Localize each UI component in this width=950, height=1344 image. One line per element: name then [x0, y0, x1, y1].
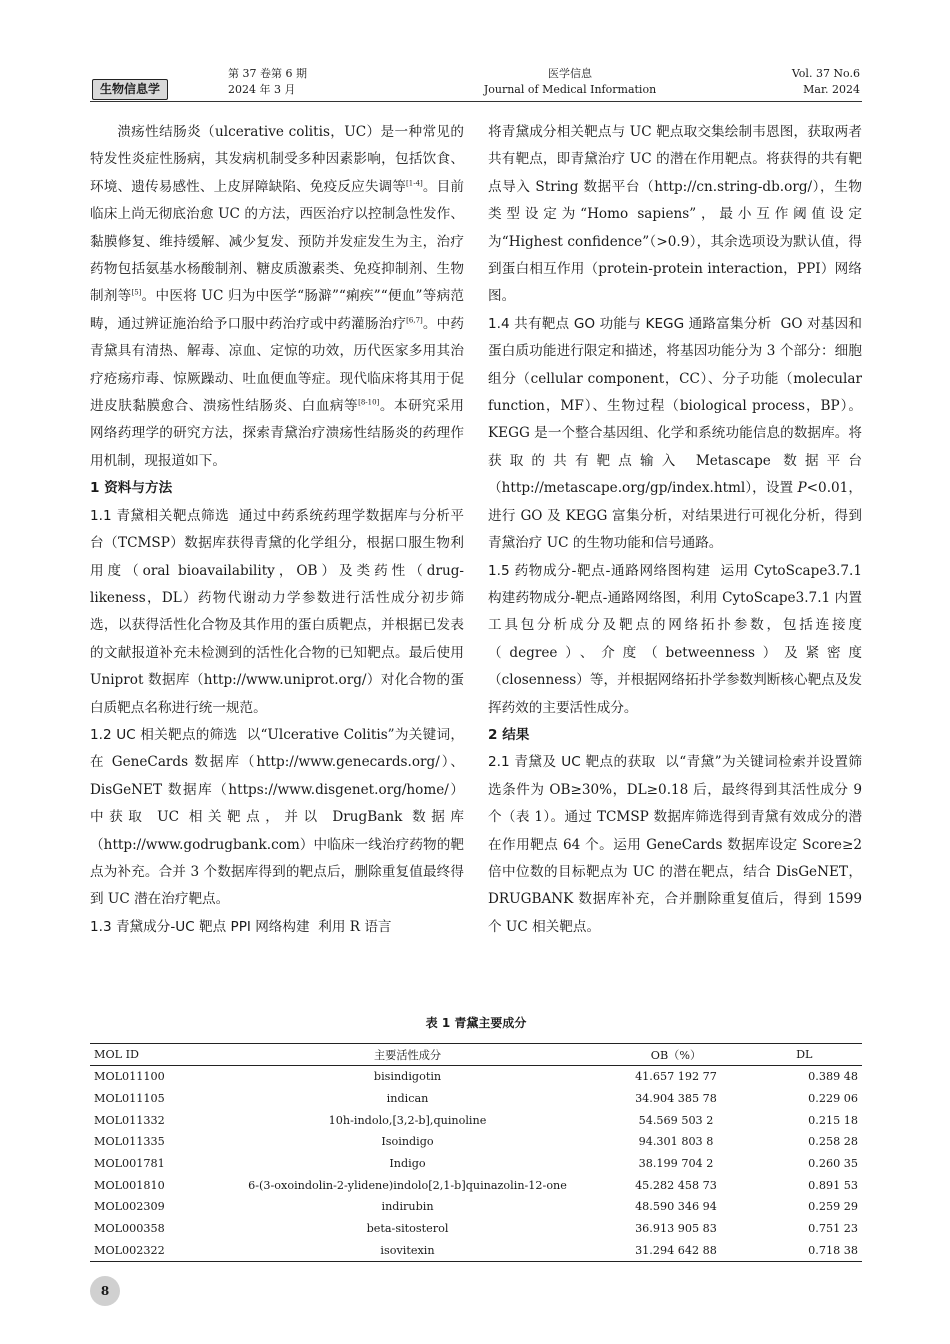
date-en: Mar. 2024	[803, 83, 860, 96]
subsection-heading: 1.2 UC 相关靶点的筛选	[90, 726, 238, 743]
table-row: MOL002309 indirubin 48.590 346 94 0.259 29	[94, 1200, 858, 1214]
subsection-heading: 1.5 药物成分-靶点-通路网络图构建	[488, 562, 711, 579]
page-number: 8	[90, 1276, 120, 1306]
journal-title-en: Journal of Medical Information	[483, 83, 657, 96]
subsection-1-3-continued: 将青黛成分相关靶点与 UC 靶点取交集绘制韦恩图，获取两者共有靶点，即青黛治疗 UC 的潜在作用靶点。将获得的共有靶点导入 String 数据平台（http://cn.string-db.org/），生物类型设定为“Homo sapiens”，最小互作阈值设定为“Highest confidence”（>0.9），其余选项设为默认值，得到蛋白相互作用（protein-protein interaction，PPI）网络图。	[488, 124, 862, 305]
table-row: MOL002322 isovitexin 31.294 642 88 0.718 38	[90, 1240, 862, 1262]
citation: [6,7]	[406, 316, 423, 325]
header-rule	[90, 101, 862, 102]
table-row: MOL001810 6-(3-oxoindolin-2-ylidene)indolo[2,1-b]quinazolin-12-one 45.282 458 73 0.891 53	[94, 1178, 858, 1192]
citation: [5]	[131, 288, 142, 297]
table-row: MOL011105 indican 34.904 385 78 0.229 06	[94, 1092, 858, 1106]
running-header	[90, 64, 862, 106]
subsection-1-3: 1.3 青黛成分-UC 靶点 PPI 网络构建 利用 R 语言	[90, 918, 392, 935]
table-header-cell: MOL ID	[94, 1048, 140, 1061]
issue-cn: 第 37 卷第 6 期	[228, 67, 307, 80]
table-row: MOL000358 beta-sitosterol 36.913 905 83 0.751 23	[94, 1222, 858, 1236]
table-header-cell: DL	[796, 1048, 813, 1061]
intro-paragraph: 溃疡性结肠炎（ulcerative colitis，UC）是一种常见的特发性炎症性肠病，其发病机制受多种因素影响，包括饮食、环境、遗传易感性、上皮屏障缺陷、免疫反应失调等[1-4]。目前临床上尚无彻底治愈 UC 的方法，西医治疗以控制急性发作、黏膜修复、维持缓解、减少复发、预防并发症发生为主，治疗药物包括氨基水杨酸制剂、糖皮质激素类、免疫抑制剂、生物制剂等[5]。中医将 UC 归为中医学“肠澼”“痢疾”“便血”等病范畴，通过辨证施治给予口服中药治疗或中药灌肠治疗[6,7]。中药青黛具有清热、解毒、凉血、定惊的功效，历代医家多用其治疗疮疡疖毒、惊厥躁动、吐血便血等症。现代临床将其用于促进皮肤黏膜愈合、溃疡性结肠炎、白血病等[8-10]。本研究采用网络药理学的研究方法，探索青黛治疗溃疡性结肠炎的药理作用机制，现报道如下。	[90, 124, 465, 469]
subsection-1-4: 1.4 共有靶点 GO 功能与 KEGG 通路富集分析 GO 对基因和蛋白质功能进行限定和描述，将基因功能分为 3 个部分：细胞组分（cellular component，CC）、分子功能（molecular function，MF）、生物过程（biological process，BP）。KEGG 是一个整合基因组、化学和系统功能信息的数据库。将获取的共有靶点输入 Metascape 数据平台（http://metascape.org/gp/index.html），设置 P<0.01，进行 GO 及 KEGG 富集分析，对结果进行可视化分析，得到青黛治疗 UC 的生物功能和信号通路。	[488, 315, 862, 552]
subsection-heading: 1.1 青黛相关靶点筛选	[90, 507, 230, 524]
citation: [1-4]	[406, 179, 423, 188]
subsection-1-2: 1.2 UC 相关靶点的筛选 以“Ulcerative Colitis”为关键词，在 GeneCards 数据库（http://www.genecards.org/）、DisGeNET 数据库（https://www.disgenet.org/home/）中获取 UC 相关靶点，并以 DrugBank 数据库（http://www.godrugbank.com）中临床一线治疗药物的靶点为补充。合并 3 个数据库得到的靶点后，删除重复值最终得到 UC 潜在治疗靶点。	[90, 726, 464, 908]
table-title: 表 1 青黛主要成分	[425, 1016, 527, 1030]
subsection-heading: 1.3 青黛成分-UC 靶点 PPI 网络构建	[90, 918, 310, 935]
subsection-heading: 1.4 共有靶点 GO 功能与 KEGG 通路富集分析	[488, 315, 772, 332]
subsection-2-1: 2.1 青黛及 UC 靶点的获取 以“青黛”为关键词检索并设置筛选条件为 OB≥30%，DL≥0.18 后，最终得到其活性成分 9 个（表 1）。通过 TCMSP 数据库筛选得到青黛有效成分的潜在作用靶点 64 个。运用 GeneCards 数据库设定 Score≥2 倍中位数的目标靶点为 UC 的潜在靶点，结合 DisGeNET，DRUGBANK 数据库补充，合并删除重复值后，得到 1599 个 UC 相关靶点。	[488, 754, 862, 935]
section-heading-methods: 1 资料与方法	[90, 480, 173, 497]
table-row: MOL011335 Isoindigo 94.301 803 8 0.258 28	[94, 1135, 858, 1149]
subsection-heading: 2.1 青黛及 UC 靶点的获取	[488, 754, 656, 771]
left-column	[90, 119, 464, 941]
table-header-cell: 主要活性成分	[373, 1048, 442, 1062]
date-cn: 2024 年 3 月	[228, 83, 296, 96]
right-column	[488, 119, 862, 941]
components-table	[90, 1043, 862, 1262]
subsection-1-1: 1.1 青黛相关靶点筛选 通过中药系统药理学数据库与分析平台（TCMSP）数据库获得青黛的化学组分，根据口服生物利用度（oral bioavailability，OB）及类药性（drug-likeness，DL）药物代谢动力学参数进行活性成分初步筛选，以获得活性化合物及其作用的蛋白质靶点，并根据已发表的文献报道补充未检测到的活性化合物的已知靶点。最后使用 Uniprot 数据库（http://www.uniprot.org/）对化合物的蛋白质靶点名称进行统一规范。	[90, 507, 464, 716]
volume-en: Vol. 37 No.6	[791, 67, 860, 80]
section-badge: 生物信息学	[92, 79, 168, 100]
table-row: MOL001781 Indigo 38.199 704 2 0.260 35	[94, 1157, 858, 1171]
table-header-cell: OB（%）	[650, 1048, 702, 1062]
journal-title-cn: 医学信息	[548, 67, 592, 80]
citation: [8-10]	[358, 398, 380, 407]
table-row: MOL011100 bisindigotin 41.657 192 77 0.389 48	[94, 1070, 858, 1084]
table-header-row	[90, 1044, 862, 1066]
subsection-1-5: 1.5 药物成分-靶点-通路网络图构建 运用 CytoScape3.7.1 构建药物成分-靶点-通路网络图，利用 CytoScape3.7.1 内置工具包分析成分及靶点的网络拓扑参数，包括连接度（degree）、介度（betweenness）及紧密度（closenness）等，并根据网络拓扑学参数判断核心靶点及发挥药效的主要活性成分。	[488, 562, 862, 716]
section-heading-results: 2 结果	[488, 726, 530, 743]
table-row: MOL011332 10h-indolo,[3,2-b],quinoline 54.569 503 2 0.215 18	[94, 1113, 858, 1127]
